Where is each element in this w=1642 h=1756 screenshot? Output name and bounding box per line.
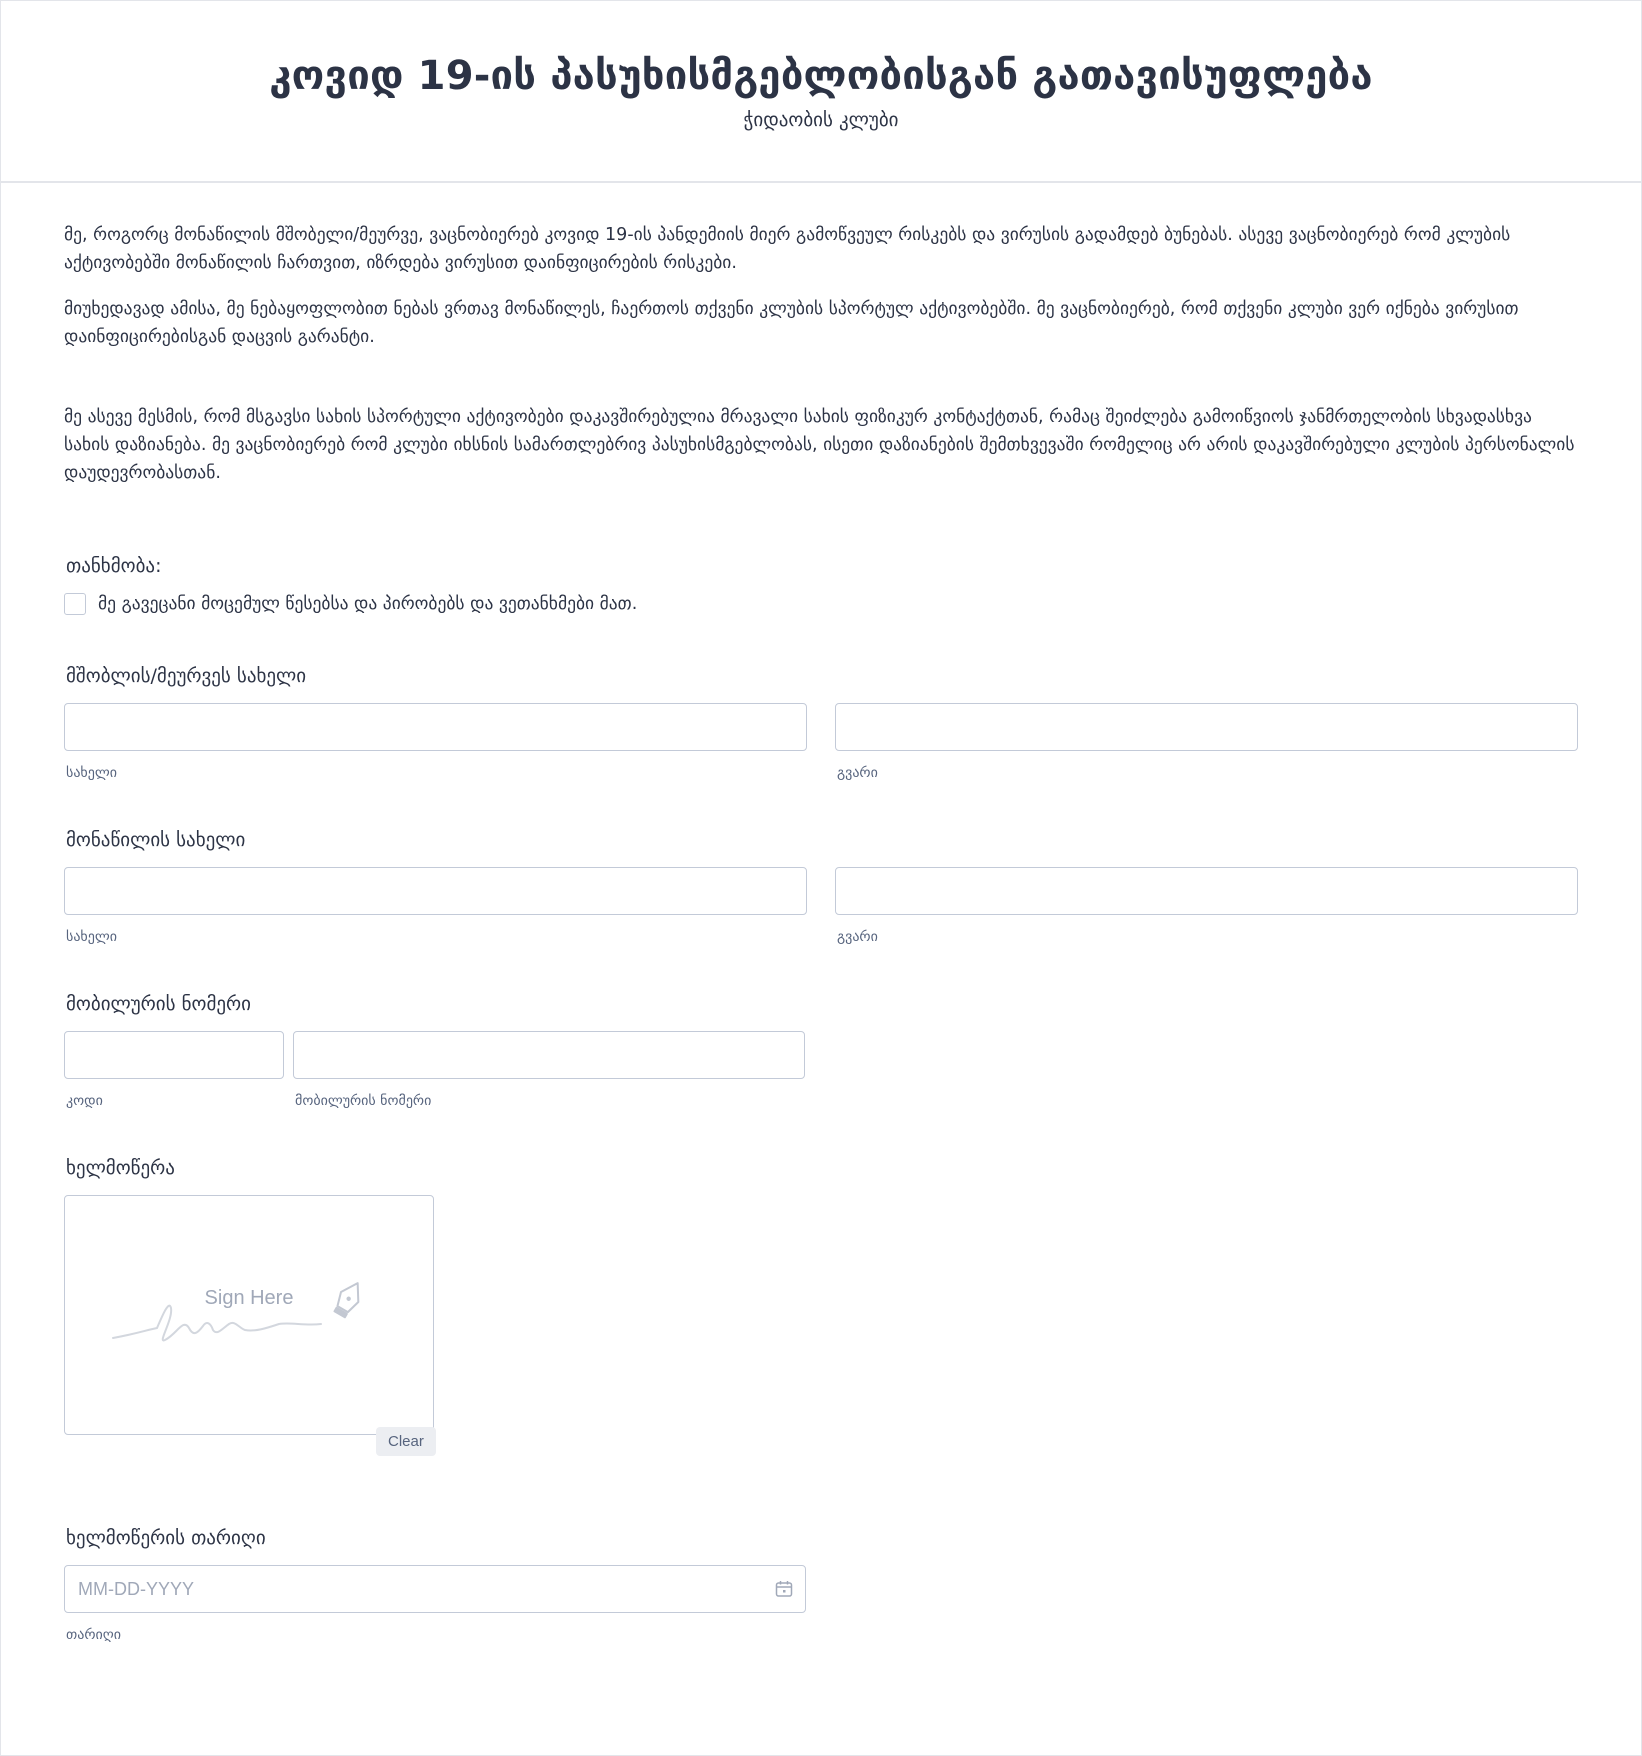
paragraph-risks: მე, როგორც მონაწილის მშობელი/მეურვე, ვაცნობიერებ კოვიდ 19-ის პანდემიის მიერ გამოწვეულ რისკებს და ვირუსის გადამდებ ბუნებას. ასევე ვაცნობიერებ რომ კლუბის აქტივობებში მონაწილის ჩართვით, იზრდება ვირუსით დაინფიცირების რისკები. xyxy=(64,225,1511,273)
participant-first-name-sublabel: სახელი xyxy=(66,929,117,945)
consent-section xyxy=(64,555,1578,615)
participant-last-name-sublabel: გვარი xyxy=(837,929,878,945)
parent-first-name-sublabel: სახელი xyxy=(66,765,117,781)
signature-section xyxy=(64,1157,1578,1497)
paragraph-liability: მე ასევე მესმის, რომ მსგავსი სახის სპორტული აქტივობები დაკავშირებულია მრავალი სახის ფიზიკურ კონტაქტთან, რამაც შეიძლება გამოიწვიოს ჯანმრთელობის სხვადასხვა სახის დაზიანება. მე ვაცნობიერებ რომ კლუბი იხსნის სამართლებრივ პასუხისმგებლობას, ისეთი დაზიანების შემთხვევაში რომელიც არ არის დაკავშირებული კლუბის პერსონალის დაუდევრობასთან. xyxy=(64,407,1575,483)
clear-signature-button[interactable]: Clear xyxy=(376,1427,436,1456)
signature-date-placeholder: MM-DD-YYYY xyxy=(78,1579,194,1599)
parent-last-name-group xyxy=(835,703,1578,781)
participant-name-label: მონაწილის სახელი xyxy=(66,829,246,851)
consent-label: თანხმობა: xyxy=(66,555,162,577)
phone-number-sublabel: მობილურის ნომერი xyxy=(295,1093,432,1109)
phone-code-sublabel: კოდი xyxy=(66,1093,103,1109)
parent-last-name-sublabel: გვარი xyxy=(837,765,878,781)
sign-here-graphic xyxy=(65,1196,435,1436)
parent-first-name-input[interactable] xyxy=(64,703,807,751)
phone-number-input[interactable] xyxy=(293,1031,805,1079)
form-title: კოვიდ 19-ის პასუხისმგებლობისგან გათავისუფლება xyxy=(269,53,1373,99)
signature-date-input[interactable] xyxy=(64,1565,806,1613)
participant-last-name-input[interactable] xyxy=(835,867,1578,915)
parent-name-row xyxy=(64,703,1578,781)
phone-label: მობილურის ნომერი xyxy=(66,993,251,1015)
phone-number-group xyxy=(293,1031,805,1109)
consent-checkbox[interactable] xyxy=(64,593,86,615)
form-content xyxy=(1,221,1641,1643)
parent-first-name-group xyxy=(64,703,807,781)
signature-pad[interactable] xyxy=(64,1195,434,1435)
phone-code-input[interactable] xyxy=(64,1031,284,1079)
participant-name-row xyxy=(64,867,1578,945)
signature-date-label: ხელმოწერის თარიღი xyxy=(66,1527,266,1549)
participant-first-name-group xyxy=(64,867,807,945)
consent-checkbox-text: მე გავეცანი მოცემულ წესებსა და პირობებს და ვეთანხმები მათ. xyxy=(98,594,638,614)
participant-last-name-group xyxy=(835,867,1578,945)
pen-nib-icon xyxy=(331,1278,367,1320)
signature-date-section xyxy=(64,1527,1578,1643)
participant-name-section xyxy=(64,829,1578,945)
parent-last-name-input[interactable] xyxy=(835,703,1578,751)
phone-row xyxy=(64,1031,1578,1109)
sign-here-text: Sign Here xyxy=(204,1287,294,1309)
participant-first-name-input[interactable] xyxy=(64,867,807,915)
signature-label: ხელმოწერა xyxy=(66,1157,175,1179)
paragraph-consent-activities: მიუხედავად ამისა, მე ნებაყოფლობით ნებას ვრთავ მონაწილეს, ჩაერთოს თქვენი კლუბის სპორტულ აქტივობებში. მე ვაცნობიერებ, რომ თქვენი კლუბი ვერ იქნება ვირუსით დაინფიცირებისგან დაცვის გარანტი. xyxy=(64,299,1519,347)
calendar-icon[interactable] xyxy=(775,1580,793,1598)
signature-date-sublabel: თარიღი xyxy=(66,1627,121,1643)
parent-name-section xyxy=(64,665,1578,781)
parent-name-label: მშობლის/მეურვეს სახელი xyxy=(66,665,307,687)
form-subtitle: ჭიდაობის კლუბი xyxy=(743,109,899,131)
phone-section xyxy=(64,993,1578,1109)
phone-code-group xyxy=(64,1031,284,1109)
form-header xyxy=(1,1,1641,183)
consent-row[interactable] xyxy=(64,593,1578,615)
